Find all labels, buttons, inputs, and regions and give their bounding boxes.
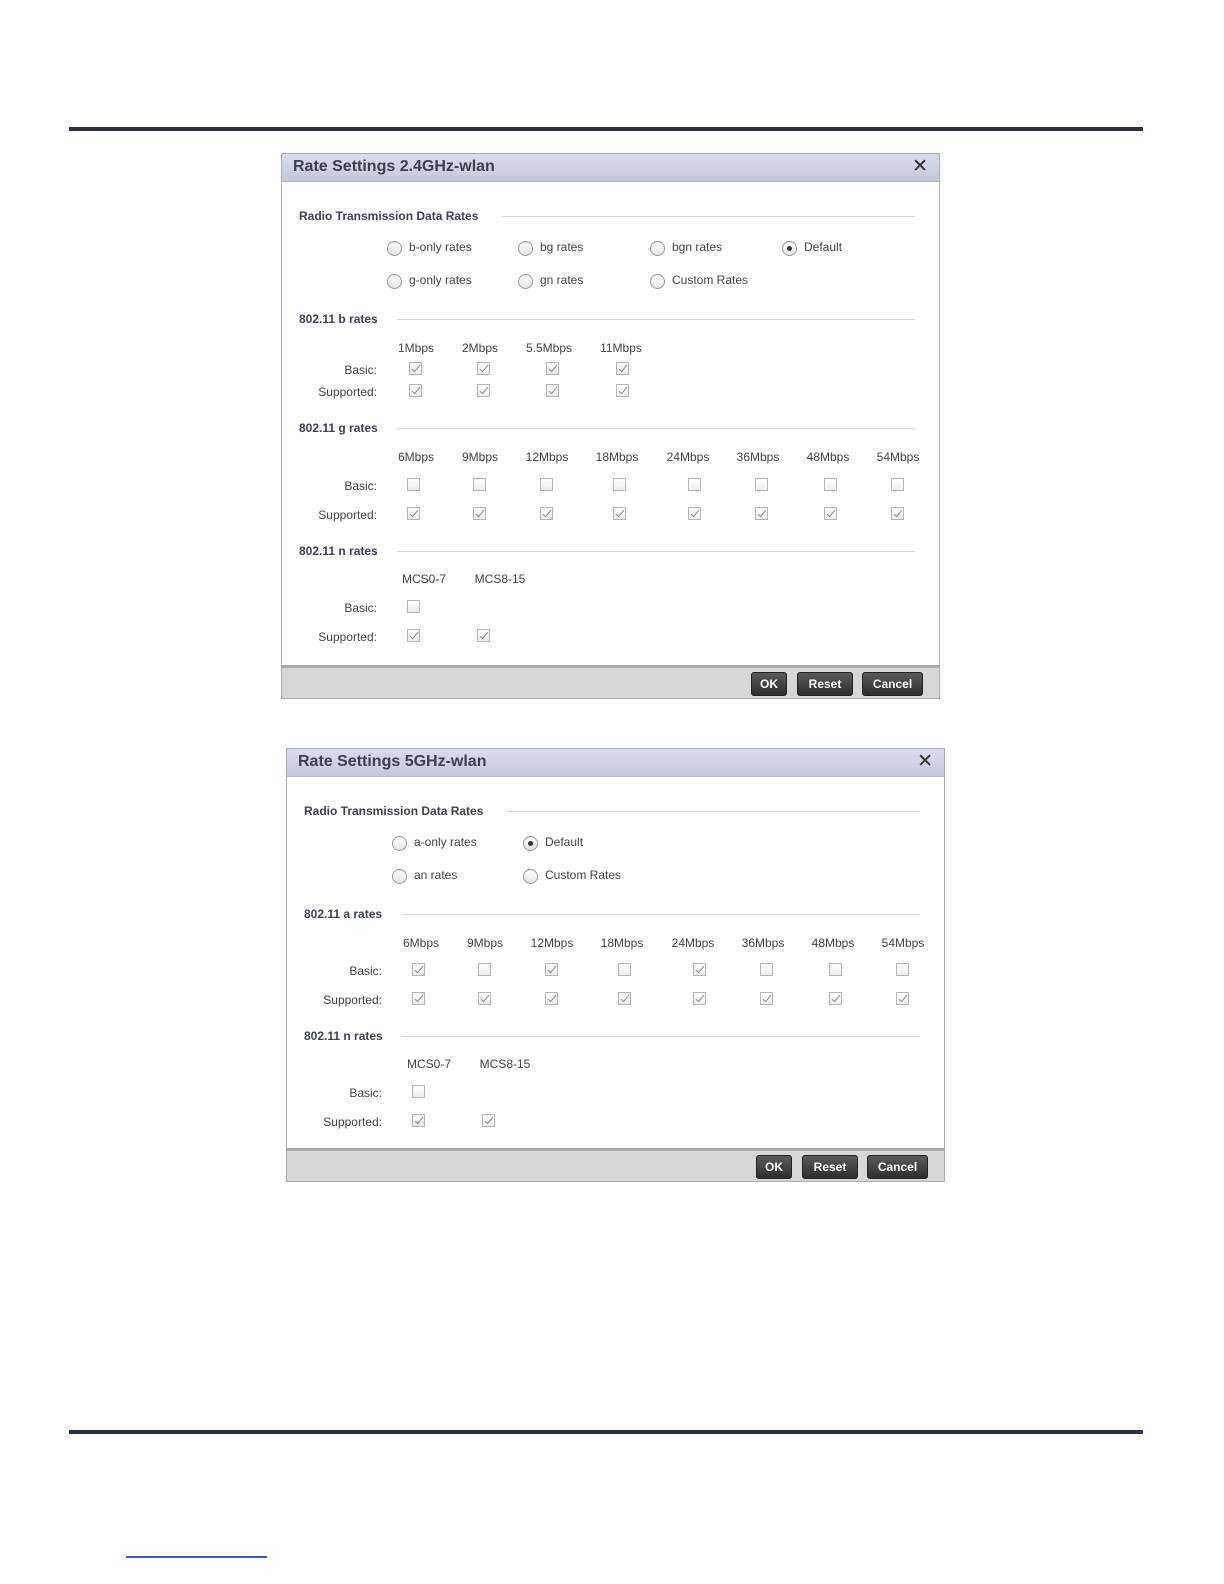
radio-circle-icon	[392, 836, 407, 851]
dialog-title-bar	[287, 749, 944, 777]
column-header: 11Mbps	[600, 341, 642, 355]
section-title-b-rates: 802.11 b rates	[299, 312, 378, 326]
checkbox-b-basic-5-5mbps[interactable]	[546, 362, 559, 375]
checkbox-b-supported-2mbps[interactable]	[477, 384, 490, 397]
radio-label: g-only rates	[409, 273, 472, 287]
checkbox-g-supported-36mbps[interactable]	[755, 507, 768, 520]
checkbox-g-basic-12mbps[interactable]	[540, 478, 553, 491]
column-header: 36Mbps	[736, 450, 780, 464]
column-header: 9Mbps	[461, 450, 499, 464]
bottom-page-rule	[69, 1430, 1143, 1434]
section-divider	[402, 914, 920, 915]
reset-button[interactable]: Reset	[802, 1155, 858, 1179]
checkbox-g-basic-36mbps[interactable]	[755, 478, 768, 491]
checkbox-a-basic-18mbps[interactable]	[618, 963, 631, 976]
checkbox-g-supported-9mbps[interactable]	[473, 507, 486, 520]
column-header: 48Mbps	[806, 450, 850, 464]
checkbox-a-basic-9mbps[interactable]	[478, 963, 491, 976]
section-divider	[502, 216, 915, 217]
radio-selected-icon	[782, 241, 797, 256]
row-label-basic: Basic:	[344, 363, 377, 377]
radio-label: Custom Rates	[545, 868, 622, 882]
checkbox-b-supported-5-5mbps[interactable]	[546, 384, 559, 397]
radio-label: Custom Rates	[672, 273, 749, 287]
radio-label: a-only rates	[414, 835, 477, 849]
checkbox-g-supported-6mbps[interactable]	[407, 507, 420, 520]
checkbox-a-supported-9mbps[interactable]	[478, 992, 491, 1005]
checkbox-g-supported-24mbps[interactable]	[688, 507, 701, 520]
cancel-button[interactable]: Cancel	[867, 1155, 928, 1179]
section-title-n-rates: 802.11 n rates	[299, 544, 378, 558]
checkbox-a-basic-24mbps[interactable]	[693, 963, 706, 976]
column-header: 36Mbps	[741, 936, 785, 950]
checkbox-g-supported-54mbps[interactable]	[891, 507, 904, 520]
checkbox-g-basic-9mbps[interactable]	[473, 478, 486, 491]
checkbox-n-supported-mcs8-15[interactable]	[482, 1114, 495, 1127]
top-page-rule	[69, 127, 1143, 131]
column-header: 12Mbps	[525, 450, 569, 464]
column-header: 18Mbps	[600, 936, 644, 950]
column-header: MCS8-15	[479, 1057, 531, 1071]
checkbox-n-basic-mcs0-7[interactable]	[407, 600, 420, 613]
checkbox-b-supported-11mbps[interactable]	[616, 384, 629, 397]
checkbox-g-supported-48mbps[interactable]	[824, 507, 837, 520]
radio-label: an rates	[414, 868, 458, 882]
section-title-a-rates: 802.11 a rates	[304, 907, 383, 921]
column-header: 9Mbps	[466, 936, 504, 950]
rate-settings-dialog-2-4ghz	[281, 153, 940, 699]
section-title-n-rates: 802.11 n rates	[304, 1029, 383, 1043]
radio-label: Default	[804, 240, 843, 254]
dialog-title-bar	[282, 154, 939, 182]
checkbox-b-basic-11mbps[interactable]	[616, 362, 629, 375]
column-header: MCS0-7	[406, 1057, 452, 1071]
radio-label: bg rates	[540, 240, 584, 254]
close-icon[interactable]: ✕	[917, 751, 933, 772]
checkbox-g-basic-54mbps[interactable]	[891, 478, 904, 491]
column-header: 5.5Mbps	[525, 341, 573, 355]
ok-button[interactable]: OK	[756, 1155, 792, 1179]
column-header: 2Mbps	[461, 341, 499, 355]
column-header: 6Mbps	[402, 936, 440, 950]
radio-label: gn rates	[540, 273, 584, 287]
checkbox-g-supported-12mbps[interactable]	[540, 507, 553, 520]
row-label-basic: Basic:	[349, 964, 382, 978]
checkbox-n-supported-mcs0-7[interactable]	[412, 1114, 425, 1127]
radio-selected-icon	[523, 836, 538, 851]
radio-circle-icon	[387, 274, 402, 289]
checkbox-g-supported-18mbps[interactable]	[613, 507, 626, 520]
checkbox-g-basic-18mbps[interactable]	[613, 478, 626, 491]
dialog-footer	[287, 1148, 944, 1181]
column-header: 6Mbps	[397, 450, 435, 464]
section-divider	[397, 551, 915, 552]
row-label-basic: Basic:	[349, 1086, 382, 1100]
checkbox-a-basic-6mbps[interactable]	[412, 963, 425, 976]
row-label-supported: Supported:	[318, 385, 377, 399]
checkbox-b-supported-1mbps[interactable]	[409, 384, 422, 397]
checkbox-a-supported-54mbps[interactable]	[896, 992, 909, 1005]
row-label-basic: Basic:	[344, 601, 377, 615]
dialog-title: Rate Settings 5GHz-wlan	[298, 753, 487, 770]
row-label-supported: Supported:	[323, 993, 382, 1007]
ok-button[interactable]: OK	[751, 672, 787, 696]
row-label-basic: Basic:	[344, 479, 377, 493]
radio-circle-icon	[650, 274, 665, 289]
checkbox-a-basic-12mbps[interactable]	[545, 963, 558, 976]
checkbox-a-supported-18mbps[interactable]	[618, 992, 631, 1005]
checkbox-g-basic-6mbps[interactable]	[407, 478, 420, 491]
section-title-radio-rates: Radio Transmission Data Rates	[304, 804, 484, 818]
checkbox-g-basic-48mbps[interactable]	[824, 478, 837, 491]
section-divider	[402, 1036, 920, 1037]
checkbox-b-basic-2mbps[interactable]	[477, 362, 490, 375]
row-label-supported: Supported:	[318, 508, 377, 522]
radio-circle-icon	[392, 869, 407, 884]
radio-circle-icon	[518, 274, 533, 289]
checkbox-a-supported-48mbps[interactable]	[829, 992, 842, 1005]
section-divider	[507, 811, 920, 812]
checkbox-n-basic-mcs0-7[interactable]	[412, 1085, 425, 1098]
dialog-title: Rate Settings 2.4GHz-wlan	[293, 158, 495, 175]
radio-label: b-only rates	[409, 240, 472, 254]
column-header: 48Mbps	[811, 936, 855, 950]
section-divider	[397, 428, 915, 429]
column-header: MCS8-15	[474, 572, 526, 586]
section-title-radio-rates: Radio Transmission Data Rates	[299, 209, 479, 223]
radio-label: Default	[545, 835, 584, 849]
row-label-supported: Supported:	[318, 630, 377, 644]
radio-circle-icon	[523, 869, 538, 884]
checkbox-a-supported-36mbps[interactable]	[760, 992, 773, 1005]
section-title-g-rates: 802.11 g rates	[299, 421, 378, 435]
column-header: 18Mbps	[595, 450, 639, 464]
cancel-button[interactable]: Cancel	[862, 672, 923, 696]
column-header: 54Mbps	[876, 450, 920, 464]
column-header: 54Mbps	[881, 936, 925, 950]
column-header: 24Mbps	[666, 450, 710, 464]
checkbox-n-supported-mcs0-7[interactable]	[407, 629, 420, 642]
radio-circle-icon	[387, 241, 402, 256]
checkbox-g-basic-24mbps[interactable]	[688, 478, 701, 491]
checkbox-b-basic-1mbps[interactable]	[409, 362, 422, 375]
radio-circle-icon	[650, 241, 665, 256]
close-icon[interactable]: ✕	[912, 156, 928, 177]
column-header: 1Mbps	[397, 341, 435, 355]
checkbox-a-basic-36mbps[interactable]	[760, 963, 773, 976]
checkbox-a-basic-48mbps[interactable]	[829, 963, 842, 976]
section-divider	[397, 319, 915, 320]
footer-link-underline	[126, 1556, 267, 1558]
checkbox-a-supported-6mbps[interactable]	[412, 992, 425, 1005]
column-header: 24Mbps	[671, 936, 715, 950]
row-label-supported: Supported:	[323, 1115, 382, 1129]
reset-button[interactable]: Reset	[797, 672, 853, 696]
column-header: 12Mbps	[530, 936, 574, 950]
dialog-footer	[282, 665, 939, 698]
rate-settings-dialog-5ghz	[286, 748, 945, 1182]
checkbox-a-supported-12mbps[interactable]	[545, 992, 558, 1005]
checkbox-n-supported-mcs8-15[interactable]	[477, 629, 490, 642]
column-header: MCS0-7	[401, 572, 447, 586]
radio-label: bgn rates	[672, 240, 723, 254]
checkbox-a-supported-24mbps[interactable]	[693, 992, 706, 1005]
radio-circle-icon	[518, 241, 533, 256]
checkbox-a-basic-54mbps[interactable]	[896, 963, 909, 976]
